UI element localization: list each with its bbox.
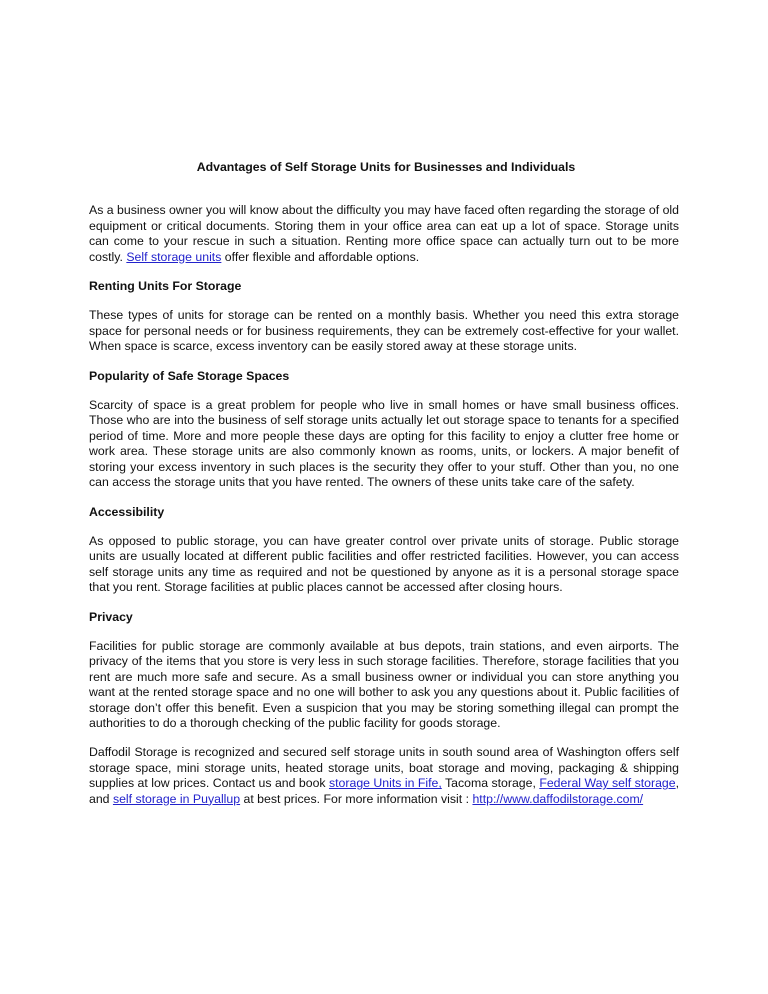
- closing-text-3: , and: [89, 776, 680, 806]
- section-heading-renting: Renting Units For Storage: [89, 279, 242, 294]
- closing-paragraph: [89, 745, 679, 807]
- document-page: [89, 160, 679, 821]
- document-title: Advantages of Self Storage Units for Businesses and Individuals: [196, 160, 576, 174]
- closing-text-4: at best prices. For more information visit :: [240, 791, 473, 806]
- section-body-renting: These types of units for storage can be rented on a monthly basis. Whether you need this extra storage space for personal needs or for business requirements, they can be extremely cost-effective for your wallet. When space is scarce, excess inventory can be easily stored away at these storage units.: [89, 308, 679, 354]
- section-body-privacy: Facilities for public storage are commonly available at bus depots, train stations, and even airports. The privacy of the items that you store is very less in such storage facilities. Therefore, storage facilities that you rent are much more safe and secure. As a small business owner or individual you can store anything you want at the rented storage space and no one will bother to ask you any questions about it. Public facilities of storage don’t offer this benefit. Even a suspicion that you may be storing something illegal can prompt the authorities to do a thorough checking of the public facility for goods storage.: [89, 638, 679, 730]
- federal-way-self-storage-link[interactable]: Federal Way self storage: [539, 776, 676, 791]
- section-body-popularity: Scarcity of space is a great problem for people who live in small homes or have small business offices. Those who are into the business of self storage units actually let out storage space to tenants for a specified period of time. More and more people these days are opting for this facility to enjoy a clutter free home or work area. These storage units are also commonly known as rooms, units, or lockers. A major benefit of storing your excess inventory in such places is the security they offer to your stuff. Other than you, no one can access the storage units that you have rented. The owners of these units take care of the safety.: [89, 398, 679, 490]
- section-body-accessibility: As opposed to public storage, you can have greater control over private units of storage. Public storage units are usually located at different public facilities and offer restricted facilities. However, you can access self storage units any time as required and not be questioned by anyone as it is a personal storage space that you rent. Storage facilities at public places cannot be accessed after closing hours.: [89, 533, 679, 595]
- closing-text-2: Tacoma storage,: [441, 776, 540, 791]
- intro-text-end: offer flexible and affordable options.: [221, 249, 420, 264]
- storage-units-fife-link[interactable]: storage Units in Fife,: [328, 776, 442, 791]
- section-heading-popularity: Popularity of Safe Storage Spaces: [89, 368, 290, 383]
- self-storage-units-link[interactable]: Self storage units: [126, 249, 222, 264]
- section-heading-accessibility: Accessibility: [89, 504, 165, 519]
- closing-text-1: Daffodil Storage is recognized and secured self storage units in south sound area of Washington offers self storage space, mini storage units, heated storage units, boat storage and moving, packaging & shipping supplies at low prices. Contact us and book: [89, 745, 679, 791]
- intro-text: As a business owner you will know about the difficulty you may have faced often regarding the storage of old equipment or critical documents. Storing them in your office area can eat up a lot of space. Storage units can come to your rescue in such a situation. Renting more office space can actually turn out to be more costly.: [89, 203, 679, 264]
- self-storage-puyallup-link[interactable]: self storage in Puyallup: [112, 791, 241, 806]
- intro-paragraph: [89, 203, 679, 265]
- section-heading-privacy: Privacy: [89, 609, 133, 624]
- daffodil-website-link[interactable]: http://www.daffodilstorage.com/: [472, 791, 644, 806]
